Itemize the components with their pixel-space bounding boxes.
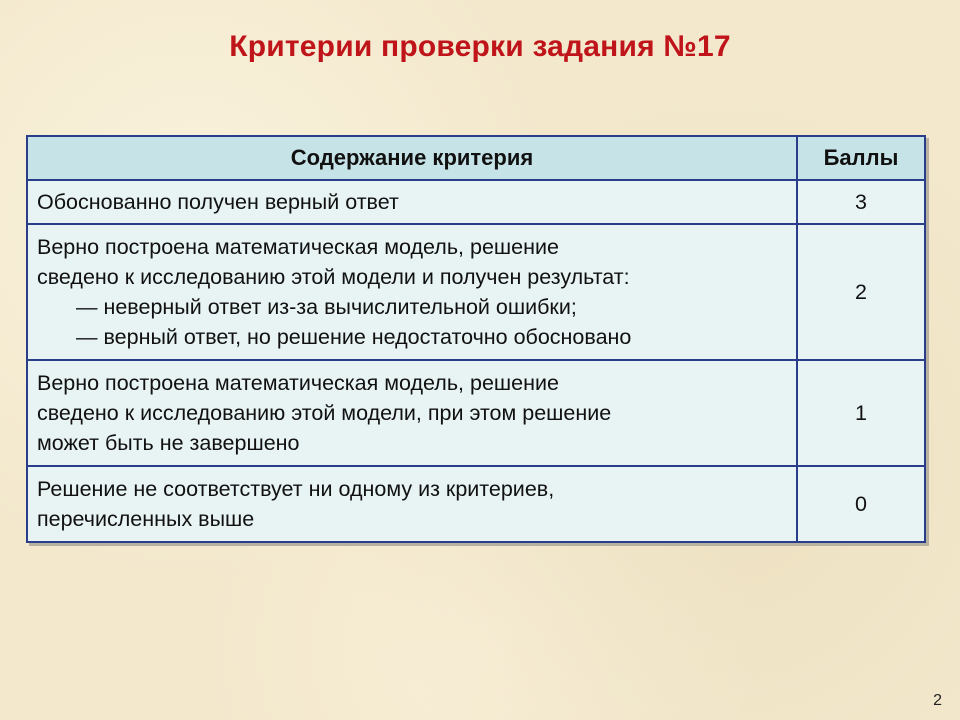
points-cell: 2	[797, 224, 925, 360]
table-row	[27, 224, 925, 360]
criterion-text: Верно построена математическая модель, решение	[37, 371, 559, 395]
criterion-text: Обоснованно получен верный ответ	[37, 190, 399, 214]
criterion-text: сведено к исследованию этой модели, при этом решение	[37, 401, 612, 425]
table-row	[27, 180, 925, 224]
slide-number: 2	[933, 692, 942, 709]
criteria-table	[26, 135, 926, 543]
criterion-text: Решение не соответствует ни одному из критериев,	[37, 477, 555, 501]
table-header-row	[27, 136, 925, 180]
table-row	[27, 466, 925, 542]
table-row	[27, 360, 925, 466]
points-cell: 0	[797, 466, 925, 542]
criterion-text: Верно построена математическая модель, решение	[37, 235, 559, 259]
points-cell: 1	[797, 360, 925, 466]
criterion-cell	[27, 180, 797, 224]
slide-title: Критерии проверки задания №17	[229, 30, 731, 63]
criterion-text: может быть не завершено	[37, 431, 300, 455]
criterion-sub-item: — верный ответ, но решение недостаточно обосновано	[76, 325, 632, 349]
criterion-cell	[27, 224, 797, 360]
criterion-text: перечисленных выше	[37, 507, 255, 531]
criterion-cell	[27, 360, 797, 466]
criterion-sub-item: — неверный ответ из-за вычислительной ошибки;	[76, 295, 577, 319]
points-cell: 3	[797, 180, 925, 224]
column-header-criterion: Содержание критерия	[27, 136, 797, 180]
criterion-cell	[27, 466, 797, 542]
column-header-points: Баллы	[797, 136, 925, 180]
criterion-text: сведено к исследованию этой модели и получен результат:	[37, 265, 630, 289]
